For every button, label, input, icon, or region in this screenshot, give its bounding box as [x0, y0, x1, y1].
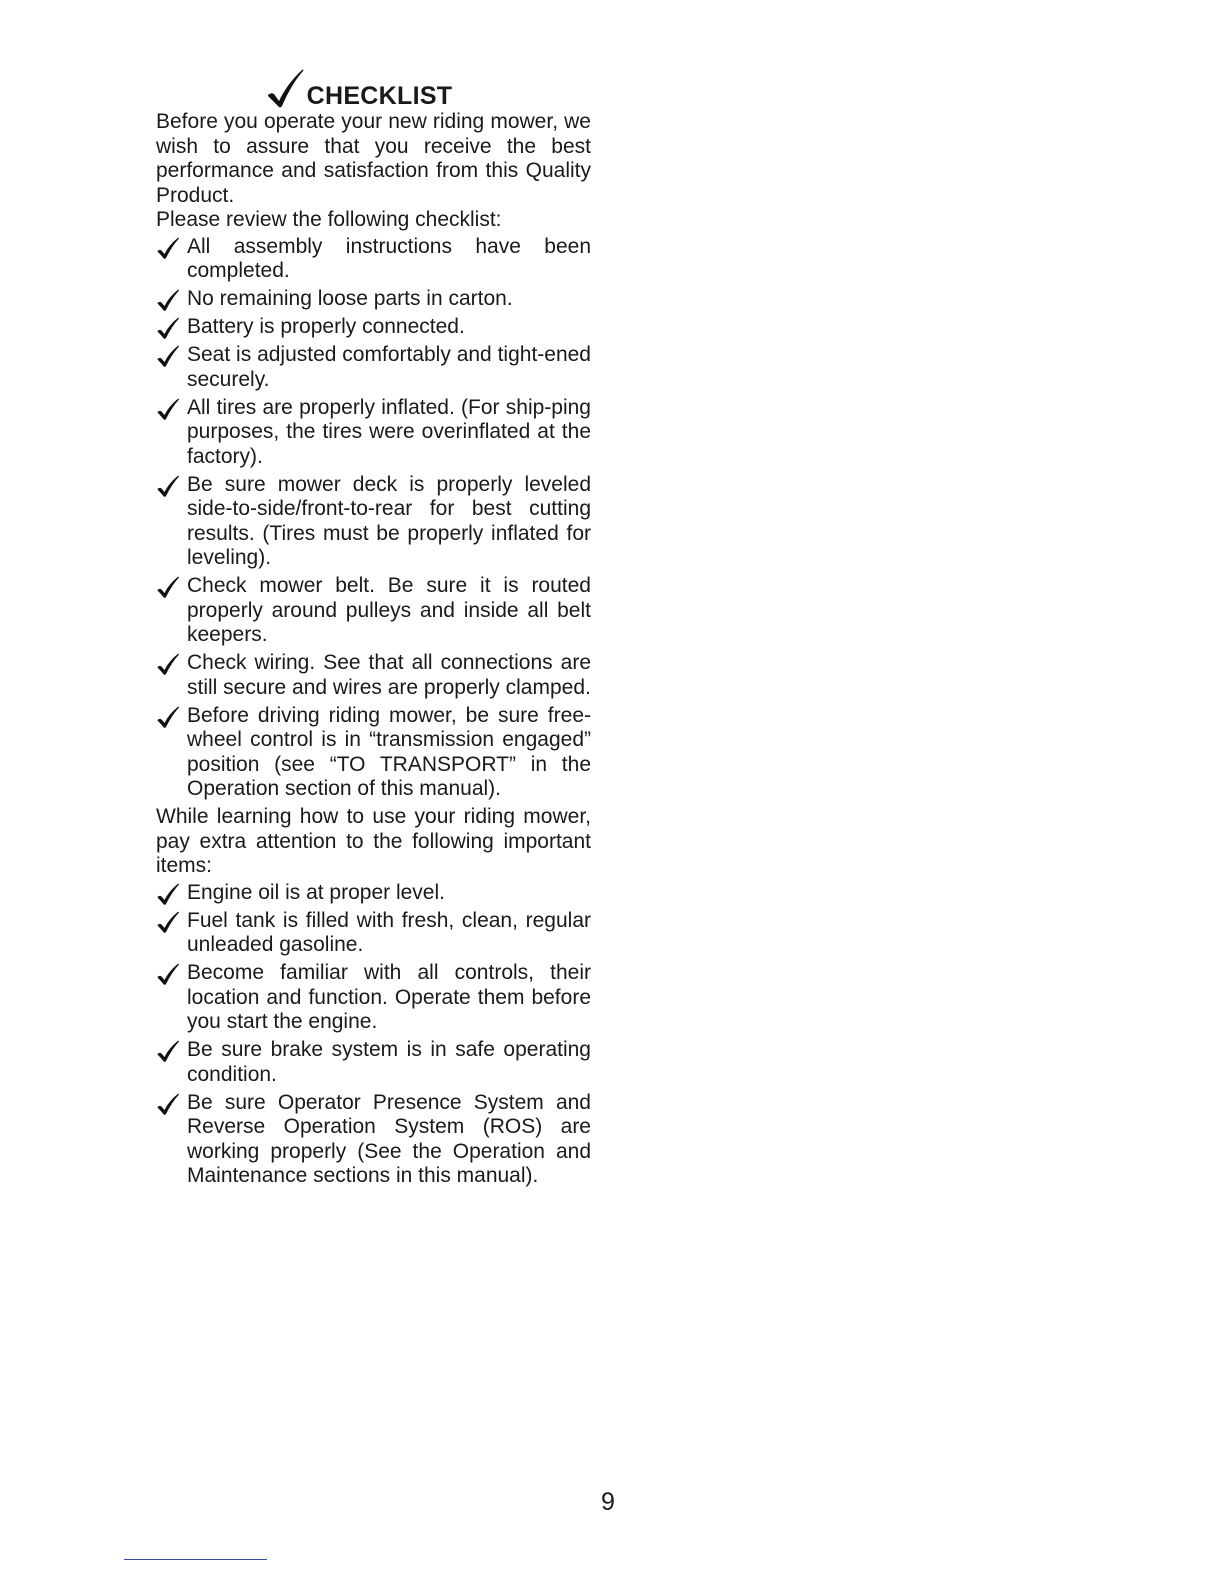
- learning-item-text: Fuel tank is filled with fresh, clean, regular unleaded gasoline.: [187, 908, 591, 956]
- checklist: [156, 235, 591, 802]
- intro-paragraph: Before you operate your new riding mower, we wish to assure that you receive the best performance and satisfaction from this Quality Product.: [156, 110, 591, 207]
- checklist-item: [156, 396, 591, 470]
- checkmark-icon: [156, 237, 180, 260]
- learning-item: [156, 881, 591, 906]
- checklist-item: [156, 651, 591, 700]
- checklist-item: [156, 343, 591, 392]
- learning-item-text: Be sure Operator Presence System and Reverse Operation System (ROS) are working properly (See the Operation and Maintenance sections in this manual).: [187, 1090, 591, 1187]
- checkmark-icon: [156, 1040, 180, 1063]
- checklist-item-text: No remaining loose parts in carton.: [187, 287, 513, 310]
- checkmark-icon: [156, 398, 180, 421]
- checkmark-icon: [156, 911, 180, 934]
- checklist-item: [156, 704, 591, 802]
- checklist-column: [156, 70, 591, 1192]
- checklist-item-text: Seat is adjusted comfortably and tight-ened securely.: [187, 343, 591, 391]
- checkmark-icon: [156, 345, 180, 368]
- learning-paragraph: While learning how to use your riding mower, pay extra attention to the following important items:: [156, 805, 591, 877]
- intro-instruction: Please review the following checklist:: [156, 208, 502, 231]
- checklist-item: [156, 574, 591, 648]
- learning-item: [156, 909, 591, 958]
- checklist-item-text: All assembly instructions have been completed.: [187, 234, 591, 282]
- checklist-item: [156, 235, 591, 284]
- checklist-item-text: Be sure mower deck is properly leveled side-to-side/front-to-rear for best cutting results. (Tires must be properly inflated for leveling).: [187, 472, 591, 569]
- learning-item: [156, 961, 591, 1035]
- learning-item-text: Become familiar with all controls, their location and function. Operate them before you start the engine.: [187, 961, 591, 1033]
- checkmark-icon: [156, 317, 180, 340]
- learning-item-text: Be sure brake system is in safe operating condition.: [187, 1038, 591, 1086]
- checkmark-icon: [156, 963, 180, 986]
- checkmark-icon: [156, 653, 180, 676]
- learning-item: [156, 1038, 591, 1087]
- checklist-item-text: Battery is properly connected.: [187, 315, 465, 338]
- checklist-item-text: Before driving riding mower, be sure free-wheel control is in “transmission engaged” position (see “TO TRANSPORT” in the Operation section of this manual).: [187, 703, 591, 800]
- page-number: 9: [601, 1488, 615, 1516]
- learning-checklist: [156, 881, 591, 1189]
- checklist-item-text: All tires are properly inflated. (For ship-ping purposes, the tires were overinflated at the factory).: [187, 395, 591, 468]
- checkmark-icon: [156, 576, 180, 599]
- checklist-item: [156, 287, 591, 312]
- page-title: CHECKLIST: [306, 82, 453, 110]
- checkmark-icon: [156, 1093, 180, 1116]
- checklist-heading: [126, 70, 591, 110]
- checkmark-icon: [156, 706, 180, 729]
- checklist-item-text: Check mower belt. Be sure it is routed properly around pulleys and inside all belt keepers.: [187, 574, 591, 646]
- learning-item-text: Engine oil is at proper level.: [187, 880, 445, 904]
- checklist-item: [156, 315, 591, 340]
- learning-item: [156, 1091, 591, 1189]
- checkmark-icon: [156, 289, 180, 312]
- checkmark-icon: [156, 883, 180, 906]
- checklist-item-text: Check wiring. See that all connections are still secure and wires are properly clamped.: [187, 651, 591, 699]
- checklist-item: [156, 473, 591, 571]
- checkmark-icon: [156, 475, 180, 498]
- checkmark-icon: [265, 68, 305, 110]
- footer-rule: [124, 1559, 267, 1560]
